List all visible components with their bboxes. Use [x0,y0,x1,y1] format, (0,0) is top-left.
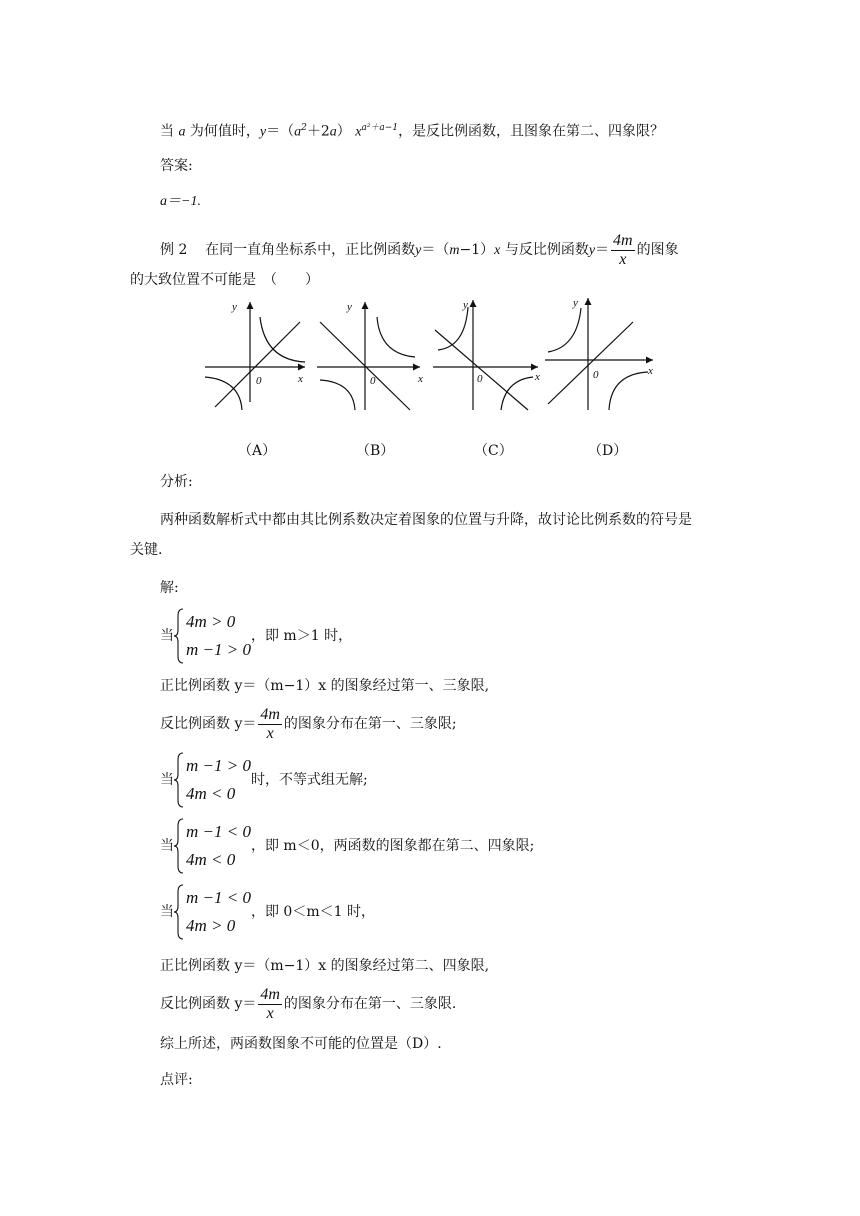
case-4 [160,884,375,940]
text: 的图象 [636,242,679,258]
case-1-line-2 [160,702,457,746]
inequality: m −1 < 0 [186,888,251,907]
graph-label-c: （C） [474,443,513,459]
option-graphs [200,292,670,462]
var-m: m [449,243,460,258]
case-1 [160,608,352,664]
svg-text:y: y [573,297,578,309]
svg-text:x: x [418,373,423,385]
inequality: 4m > 0 [186,612,236,631]
var-a: a [294,124,302,140]
text: 的图象分布在第一、三象限. [283,996,457,1012]
text: ＝（ [266,123,295,140]
text: ＝（ [421,242,450,258]
example-2-line [160,230,679,271]
text: 反比例函数 y＝ [160,716,257,732]
var-x: x [355,124,362,140]
svg-text:0: 0 [477,373,483,385]
text: −1） [459,242,495,258]
case-2 [160,752,368,808]
text: ＝ [595,242,610,258]
graph-b [317,302,420,410]
svg-text:y: y [463,299,468,311]
svg-text:x: x [298,373,303,385]
svg-text:x: x [648,365,653,377]
fraction [258,986,282,1023]
graph-d [545,298,653,410]
svg-text:0: 0 [593,369,599,381]
text: 在同一直角坐标系中，正比例函数 [205,242,416,258]
case-4-line-2 [160,982,456,1026]
text: ，即 m＜0，两函数的图象都在第二、四象限; [250,838,535,854]
svg-text:y: y [232,301,237,313]
svg-text:y: y [347,301,352,313]
analysis-text-cont: 关键. [130,542,163,558]
inequality: 4m > 0 [186,916,236,935]
svg-text:0: 0 [370,375,376,387]
text: 与反比例函数 [504,242,589,258]
graph-label-d: （D） [588,443,628,459]
var-x: x [494,243,501,258]
analysis-label: 分析: [160,474,193,490]
solution-label: 解: [160,580,179,596]
inequality: m −1 < 0 [186,822,251,841]
comment-label: 点评: [160,1072,193,1088]
text: 为何值时， [185,123,260,140]
var-a: a [178,124,186,140]
answer-label: 答案: [160,158,193,174]
example-title: 例 2 [160,242,188,258]
denominator: x [619,250,627,268]
fraction [258,706,282,743]
inequality-system [174,818,251,874]
text: 时，不等式组无解; [250,772,368,788]
graph-label-b: （B） [356,443,395,459]
inequality-system [174,752,251,808]
conclusion: 综上所述，两函数图象不可能的位置是（D）. [160,1036,442,1052]
exponent: a²＋a−1 [361,123,399,133]
inequality-system [174,884,251,940]
text: 反比例函数 y＝ [160,996,257,1012]
graph-a [205,302,305,410]
text: 当 [160,772,174,788]
graph-label-a: （A） [238,443,277,459]
denominator: x [266,724,274,742]
text: 当 [160,838,174,854]
inequality: 4m < 0 [186,784,236,803]
var-y: y [415,243,422,258]
case-4-line-1: 正比例函数 y＝（m−1）x 的图象经过第二、四象限, [160,958,490,974]
text: 当 [160,628,174,644]
text: ，是反比例函数，且图象在第二、四象限？ [398,123,665,140]
svg-text:x: x [535,371,540,383]
text: ，即 0＜m＜1 时， [250,904,375,920]
var-y: y [588,243,596,258]
inequality: m −1 > 0 [186,640,251,659]
case-1-line-1: 正比例函数 y＝（m−1）x 的图象经过第一、三象限, [160,678,490,694]
fraction [611,232,635,269]
numerator: 4m [260,985,280,1003]
inequality-system [174,608,251,664]
text: ，即 m＞1 时， [250,628,353,644]
inequality: m −1 > 0 [186,756,251,775]
question-line: 当 a 为何值时，$y=(a^2+2a)$ $x^{a^2+a-1}$，是反比例函数，且图象在第二、四象限？ [160,123,665,140]
case-3 [160,818,534,874]
text: 的图象分布在第一、三象限; [283,716,457,732]
denominator: x [266,1004,274,1022]
text: ＋2 [306,123,330,140]
text: 当 [160,904,174,920]
text: ） [336,123,351,140]
numerator: 4m [613,231,633,249]
example-2-line2: 的大致位置不可能是 （ ） [130,272,319,288]
answer-value: a＝−1. [160,194,201,209]
text: 当 [160,123,174,140]
graph-c [433,300,538,410]
analysis-text: 两种函数解析式中都由其比例系数决定着图象的位置与升降，故讨论比例系数的符号是 [160,512,692,528]
inequality: 4m < 0 [186,850,236,869]
var-a: a [329,124,337,140]
svg-text:0: 0 [256,375,262,387]
numerator: 4m [260,705,280,723]
var-y: y [259,124,267,140]
